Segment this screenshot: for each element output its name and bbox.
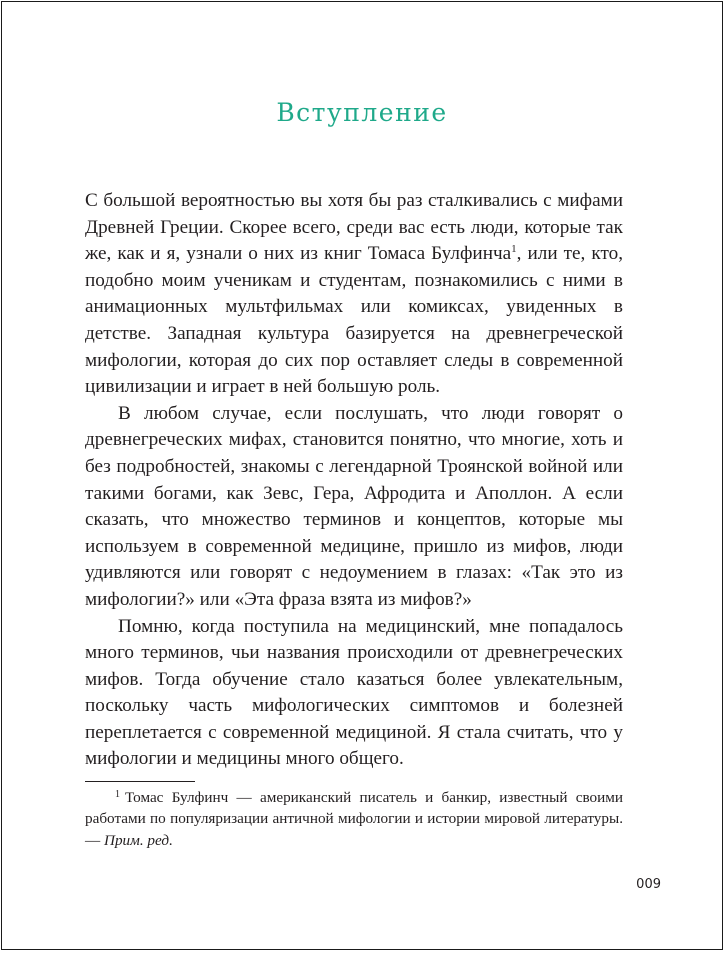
footnote-reference: 1: [511, 243, 517, 256]
paragraph-1: [85, 188, 623, 401]
paragraph-1-text: С большой вероятностью вы хотя бы раз сталкивались с мифами Древней Греции. Скорее всего, среди вас есть люди, которые так же, как и я, узнали о них из книг Томаса Булфинча: [85, 190, 623, 265]
chapter-title: Вступление: [276, 98, 448, 127]
footnote-editor-note: Прим. ред.: [103, 831, 173, 849]
footnote-divider: [85, 781, 195, 782]
paragraph-1-text-cont: , или те, кто, подобно моим ученикам и студентам, познакомились с ними в анимационных мультфильмах или комиксах, увиденных в детстве. Западная культура базируется на древнегреческой мифологии, которая до сих пор оставляет следы в современной цивилизации и играет в ней большую роль.: [85, 243, 623, 398]
footnote: [85, 787, 623, 851]
footnote-text: Томас Булфинч — американский писатель и банкир, известный своими работами по популяризации античной мифологии и истории мировой литературы. —: [85, 789, 623, 849]
chapter-body: [85, 188, 623, 773]
footnote-number: 1: [115, 789, 120, 800]
page-number: 009: [636, 877, 661, 892]
paragraph-3: Помню, когда поступила на медицинский, мне попадалось много терминов, чьи названия происходили от древнегреческих мифов. Тогда обучение стало казаться более увлекательным, поскольку часть мифологических симптомов и болезней переплетается с современной медициной. Я стала считать, что у мифологии и медицины много общего.: [85, 615, 623, 770]
paragraph-2: В любом случае, если послушать, что люди говорят о древнегреческих мифах, становится понятно, что многие, хоть и без подробностей, знакомы с легендарной Троянской войной или такими богами, как Зевс, Гера, Афродита и Аполлон. А если сказать, что множество терминов и концептов, которые мы используем в современной медицине, пришло из мифов, люди удивляются или говорят с недоумением в глазах: «Так это из мифологии?» или «Эта фраза взята из мифов?»: [85, 402, 623, 610]
book-page: [1, 1, 723, 950]
